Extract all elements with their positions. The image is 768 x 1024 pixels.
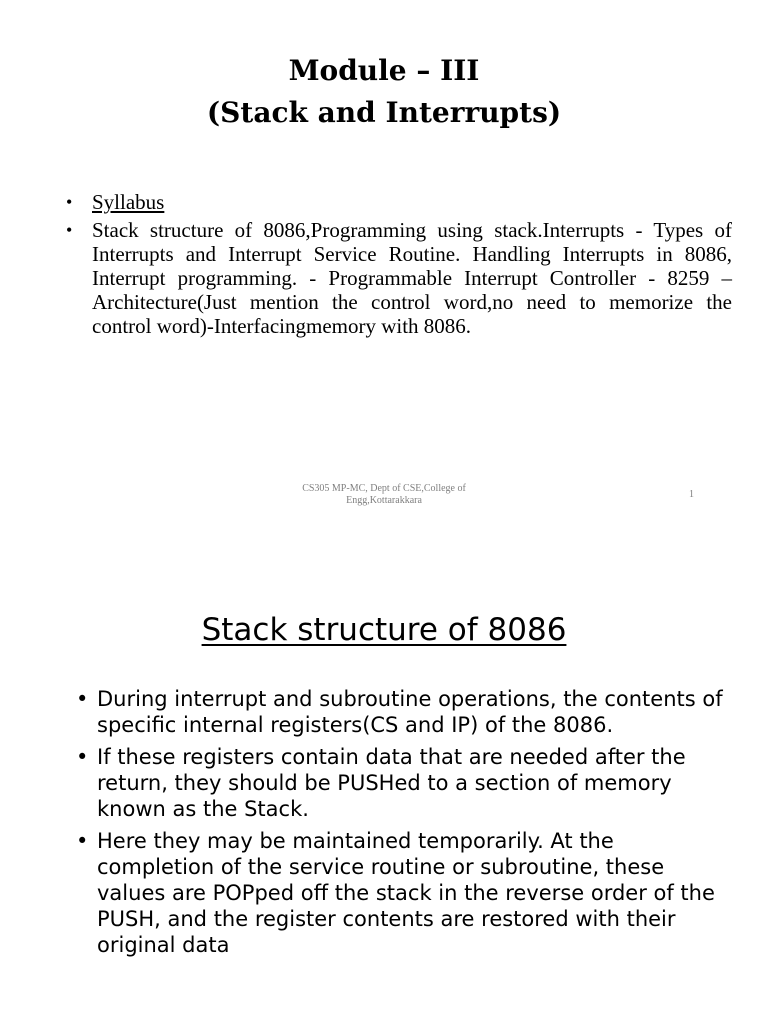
slide-footer: CS305 MP-MC, Dept of CSE,College of Engg,Kottarakkara	[302, 483, 466, 506]
slide-1-bullet-list	[66, 190, 732, 338]
slide-2-title-text: Stack structure of 8086	[201, 612, 567, 648]
page-number: 1	[689, 489, 694, 500]
bullet-text: During interrupt and subroutine operations, the contents of specific internal registers(CS and IP) of the 8086.	[97, 687, 723, 737]
list-item	[76, 744, 726, 822]
slide-2	[0, 540, 768, 1024]
bullet-icon: •	[76, 687, 89, 711]
bullet-icon: •	[76, 829, 89, 853]
syllabus-heading: Syllabus	[92, 190, 165, 214]
bullet-text: Here they may be maintained temporarily. At the completion of the service routine or subroutine, these values are POPped off the stack in the reverse order of the PUSH, and the register contents are restored with their original data	[97, 829, 715, 957]
slide-2-title	[0, 610, 768, 650]
slide-1-title-line-1: Module – III	[288, 54, 480, 87]
bullet-icon: •	[66, 192, 73, 212]
list-item	[76, 686, 726, 738]
slide-2-bullet-list	[76, 686, 726, 964]
bullet-text: If these registers contain data that are needed after the return, they should be PUSHed to a section of memory known as the Stack.	[97, 745, 686, 821]
bullet-icon: •	[66, 220, 73, 240]
bullet-icon: •	[76, 745, 89, 769]
slide-1-title-line-2: (Stack and Interrupts)	[206, 96, 562, 129]
list-item	[66, 190, 732, 214]
list-item	[66, 218, 732, 338]
list-item	[76, 828, 726, 958]
syllabus-text: Stack structure of 8086,Programming using stack.Interrupts - Types of Interrupts and Interrupt Service Routine. Handling Interrupts in 8086, Interrupt programming. - Programmable Interrupt Controller - 8259 – Architecture(Just mention the control word,no need to memorize the control word)-Interfacingmemory with 8086.	[92, 218, 732, 338]
